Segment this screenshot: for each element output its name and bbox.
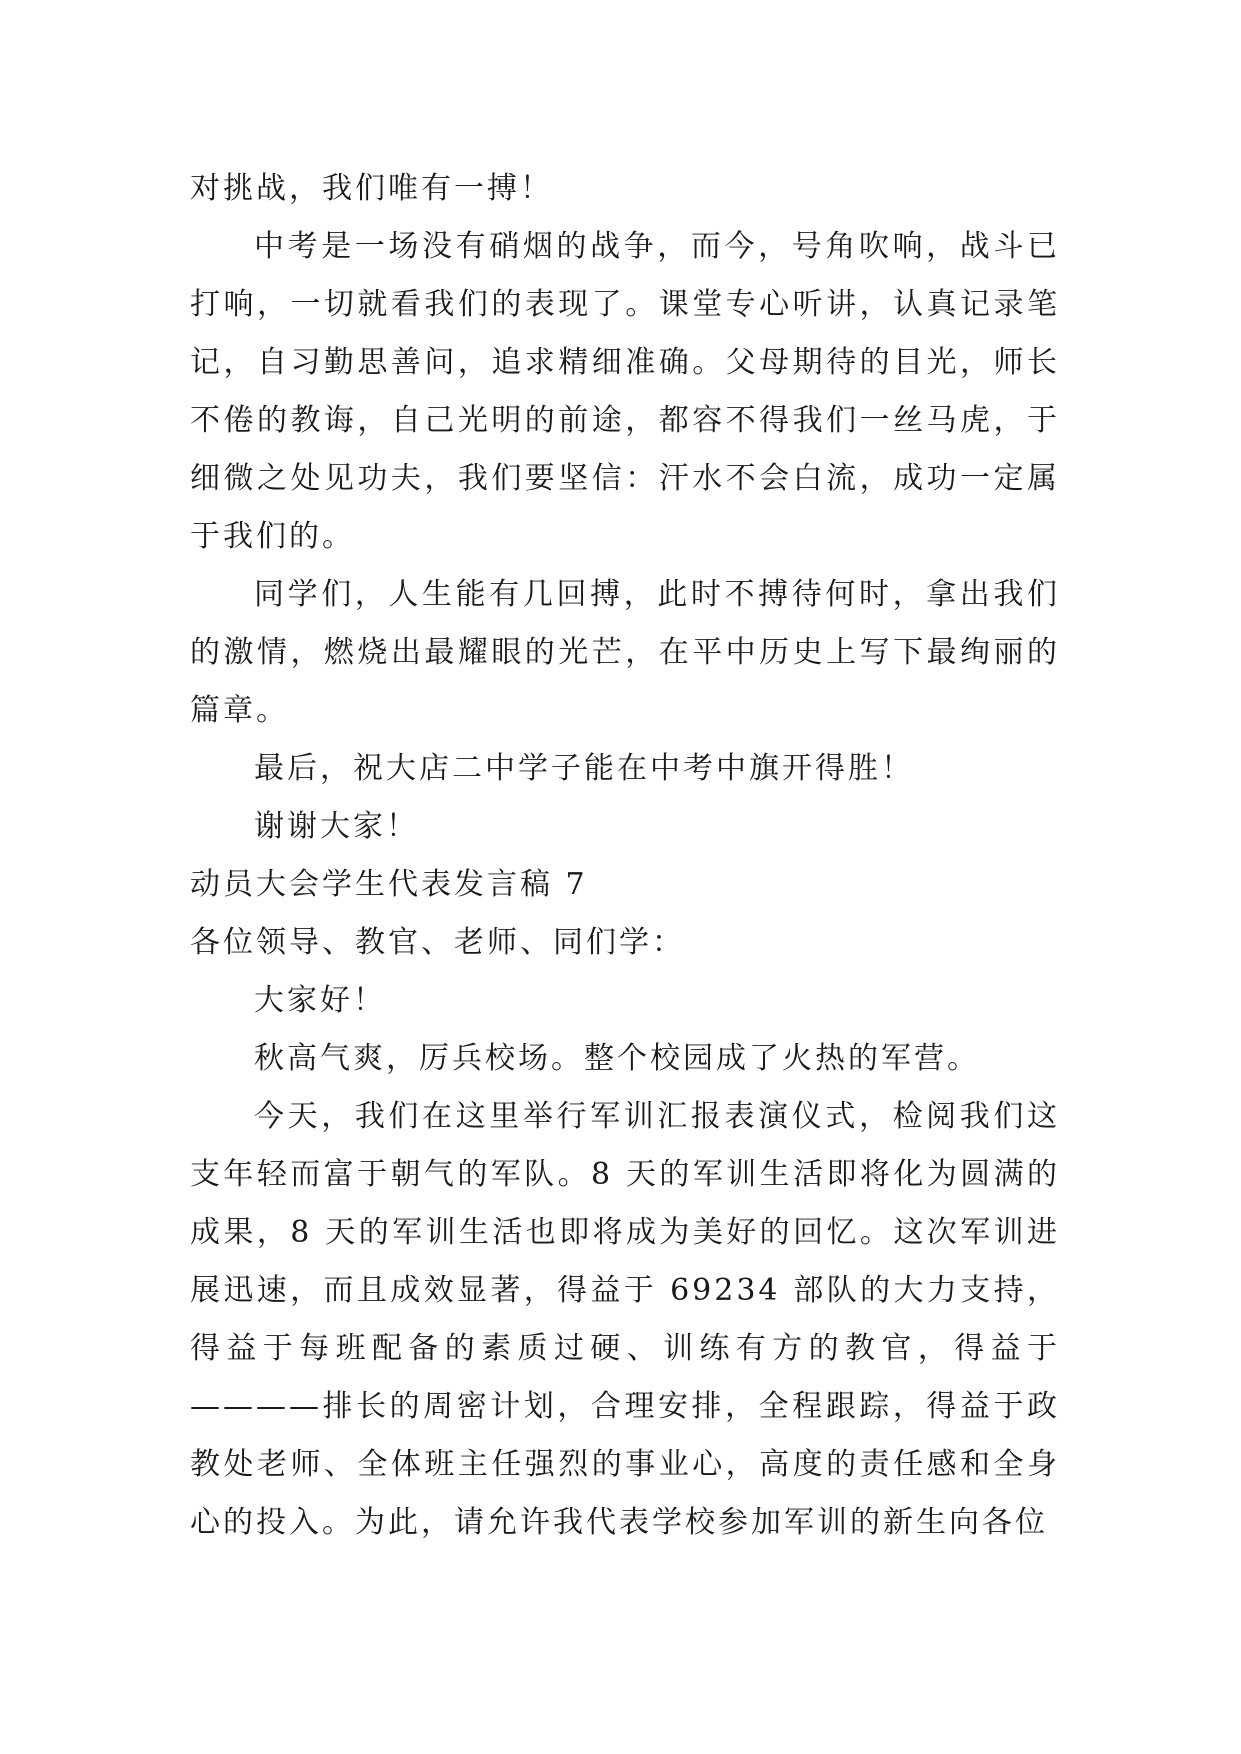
paragraph-military-training: 今天，我们在这里举行军训汇报表演仪式，检阅我们这支年轻而富于朝气的军队。8 天的军训生活即将化为圆满的成果，8 天的军训生活也即将成为美好的回忆。这次军训进展迅速，而且成效显著，得益于 69234 部队的大力支持，得益于每班配备的素质过硬、训练有方的教官，得益于————排长的周密计划，合理安排，全程跟踪，得益于政教处老师、全体班主任强烈的事业心，高度的责任感和全身心的投入。为此，请允许我代表学校参加军训的新生向各位 — [190, 1099, 1060, 1540]
paragraph-continuation: 对挑战，我们唯有一搏！ — [190, 171, 553, 206]
paragraph-thanks: 谢谢大家！ — [254, 809, 419, 844]
paragraph-greeting: 大家好！ — [254, 983, 386, 1018]
section-title: 动员大会学生代表发言稿 7 — [190, 867, 588, 902]
paragraph-exam-battle: 中考是一场没有硝烟的战争，而今，号角吹响，战斗已打响，一切就看我们的表现了。课堂专心听讲，认真记录笔记，自习勤思善问，追求精细准确。父母期待的目光，师长不倦的教诲，自己光明的前途，都容不得我们一丝马虎，于细微之处见功夫，我们要坚信：汗水不会白流，成功一定属于我们的。 — [190, 229, 1060, 554]
paragraph-wishes: 最后，祝大店二中学子能在中考中旗开得胜！ — [254, 751, 914, 786]
paragraph-classmates: 同学们，人生能有几回搏，此时不搏待何时，拿出我们的激情，燃烧出最耀眼的光芒，在平中历史上写下最绚丽的篇章。 — [190, 577, 1060, 728]
paragraph-autumn: 秋高气爽，厉兵校场。整个校园成了火热的军营。 — [254, 1041, 980, 1076]
document-body — [190, 160, 1060, 1552]
salutation: 各位领导、教官、老师、同们学： — [190, 925, 685, 960]
